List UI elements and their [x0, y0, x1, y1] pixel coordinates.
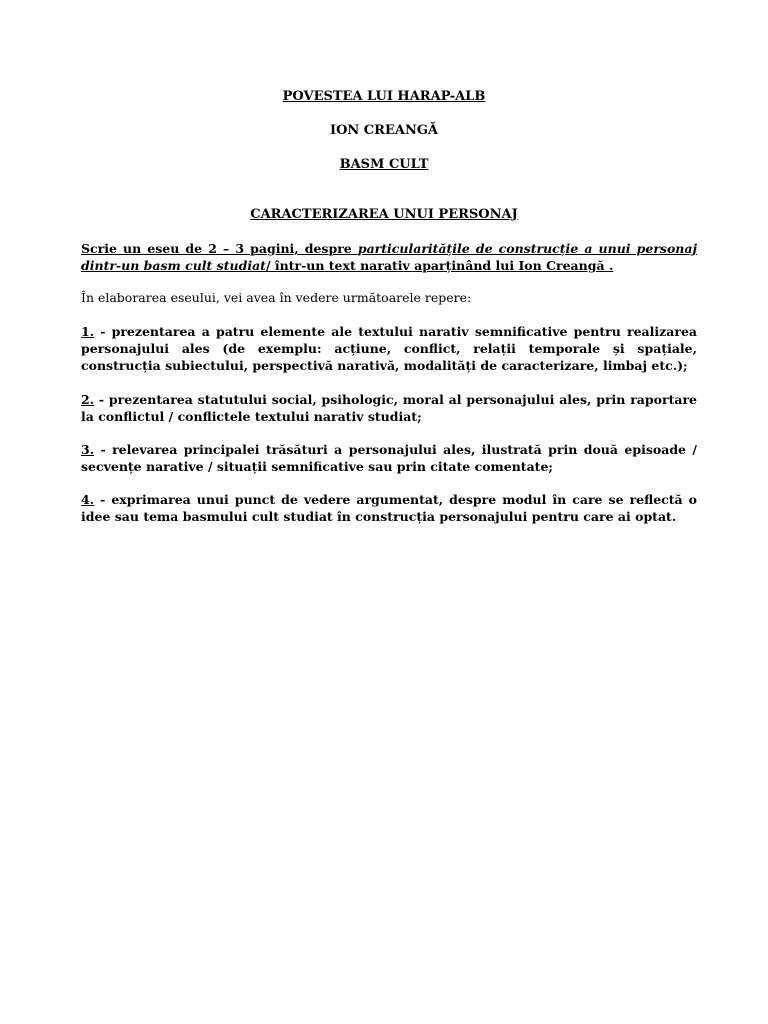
essay-prompt: [81, 240, 697, 274]
section-heading: CARACTERIZAREA UNUI PERSONAJ: [250, 207, 518, 222]
intro-text: În elaborarea eseului, vei avea în vedere următoarele repere:: [81, 290, 472, 305]
prompt-part-2: particularitățile de construcție a unui personaj dintr-un basm cult studiat: [81, 241, 697, 273]
item-text: - prezentarea statutului social, psihologic, moral al personajului ales, prin raportare la conflictul / conflictele textului narativ studiat;: [81, 392, 697, 424]
prompt-part-1: Scrie un eseu de 2 – 3 pagini, despre: [81, 241, 358, 256]
item-text: - exprimarea unui punct de vedere argumentat, despre modul în care se reflectă o idee sau tema basmului cult studiat în construcția personajului pentru care ai optat.: [81, 492, 697, 524]
item-number: 3.: [81, 442, 95, 457]
item-number: 4.: [81, 492, 95, 507]
prompt-part-3: / într-un text narativ aparținând lui Ion Creangă .: [265, 258, 614, 273]
item-text: - relevarea principalei trăsături a personajului ales, ilustrată prin două episoade / secvențe narative / situații semnificative sau prin citate comentate;: [81, 442, 697, 474]
document-title: POVESTEA LUI HARAP-ALB: [282, 89, 486, 104]
list-item: [81, 323, 697, 374]
list-item: [81, 391, 697, 425]
genre-label: BASM CULT: [339, 157, 429, 172]
item-text: - prezentarea a patru elemente ale textului narativ semnificative pentru realizarea personajului ales (de exemplu: acțiune, conflict, relații temporale și spațiale, construcția subiectului, perspectivă narativă, modalități de caracterizare, limbaj etc.);: [81, 324, 697, 373]
list-item: [81, 491, 697, 525]
item-number: 2.: [81, 392, 95, 407]
list-item: [81, 441, 697, 475]
item-number: 1.: [81, 324, 95, 339]
author-name: ION CREANGĂ: [329, 123, 439, 138]
